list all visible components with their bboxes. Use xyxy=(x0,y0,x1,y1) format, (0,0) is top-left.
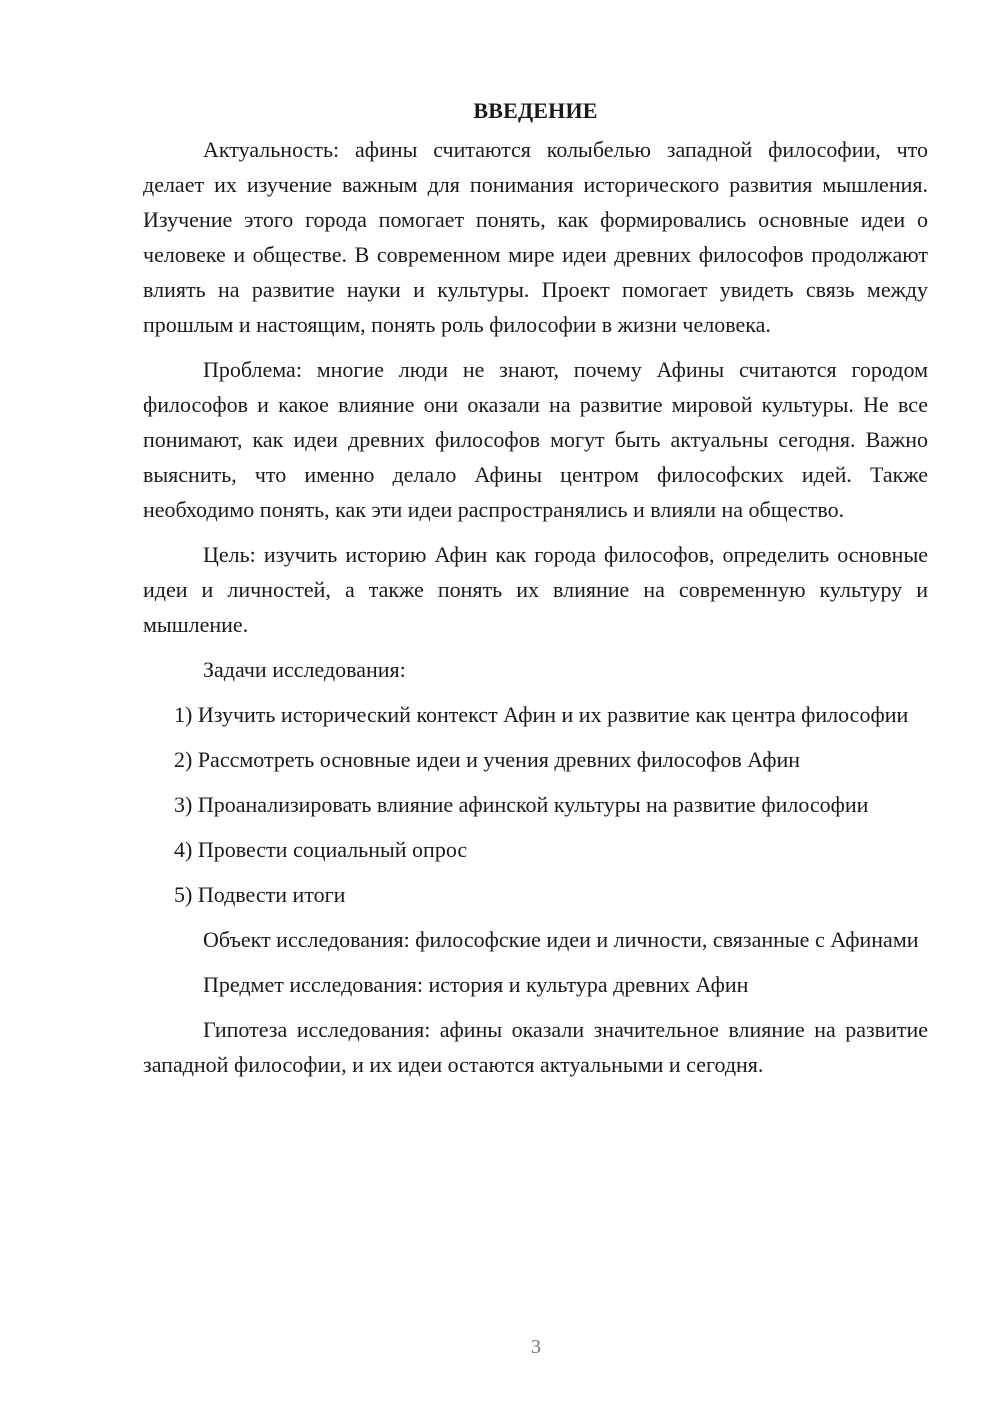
task-item: 3) Проанализировать влияние афинской культуры на развитие философии xyxy=(174,792,869,817)
page-content xyxy=(143,96,928,1092)
subject-paragraph: Предмет исследования: история и культура древних Афин xyxy=(203,972,749,997)
tasks-heading: Задачи исследования: xyxy=(203,657,406,682)
page-title: ВВЕДЕНИЕ xyxy=(473,98,598,123)
task-item: 5) Подвести итоги xyxy=(174,882,346,907)
relevance-paragraph: Актуальность: афины считаются колыбелью западной философии, что делает их изучение важным для понимания исторического развития мышления. Изучение этого города помогает понять, как формировались основные идеи о человеке и обществе. В современном мире идеи древних философов продолжают влиять на развитие науки и культуры. Проект помогает увидеть связь между прошлым и настоящим, понять роль философии в жизни человека. xyxy=(143,137,928,337)
hypothesis-paragraph: Гипотеза исследования: афины оказали значительное влияние на развитие западной философии, и их идеи остаются актуальными и сегодня. xyxy=(143,1017,928,1077)
task-item: 4) Провести социальный опрос xyxy=(174,837,468,862)
goal-paragraph: Цель: изучить историю Афин как города философов, определить основные идеи и личностей, а также понять их влияние на современную культуру и мышление. xyxy=(143,542,928,637)
task-item: 2) Рассмотреть основные идеи и учения древних философов Афин xyxy=(174,747,801,772)
task-item: 1) Изучить исторический контекст Афин и их развитие как центра философии xyxy=(174,702,909,727)
object-paragraph: Объект исследования: философские идеи и личности, связанные с Афинами xyxy=(203,927,919,952)
page-number: 3 xyxy=(531,1336,541,1358)
problem-paragraph: Проблема: многие люди не знают, почему Афины считаются городом философов и какое влияние они оказали на развитие мировой культуры. Не все понимают, как идеи древних философов могут быть актуальны сегодня. Важно выяснить, что именно делало Афины центром философских идей. Также необходимо понять, как эти идеи распространялись и влияли на общество. xyxy=(143,357,928,522)
